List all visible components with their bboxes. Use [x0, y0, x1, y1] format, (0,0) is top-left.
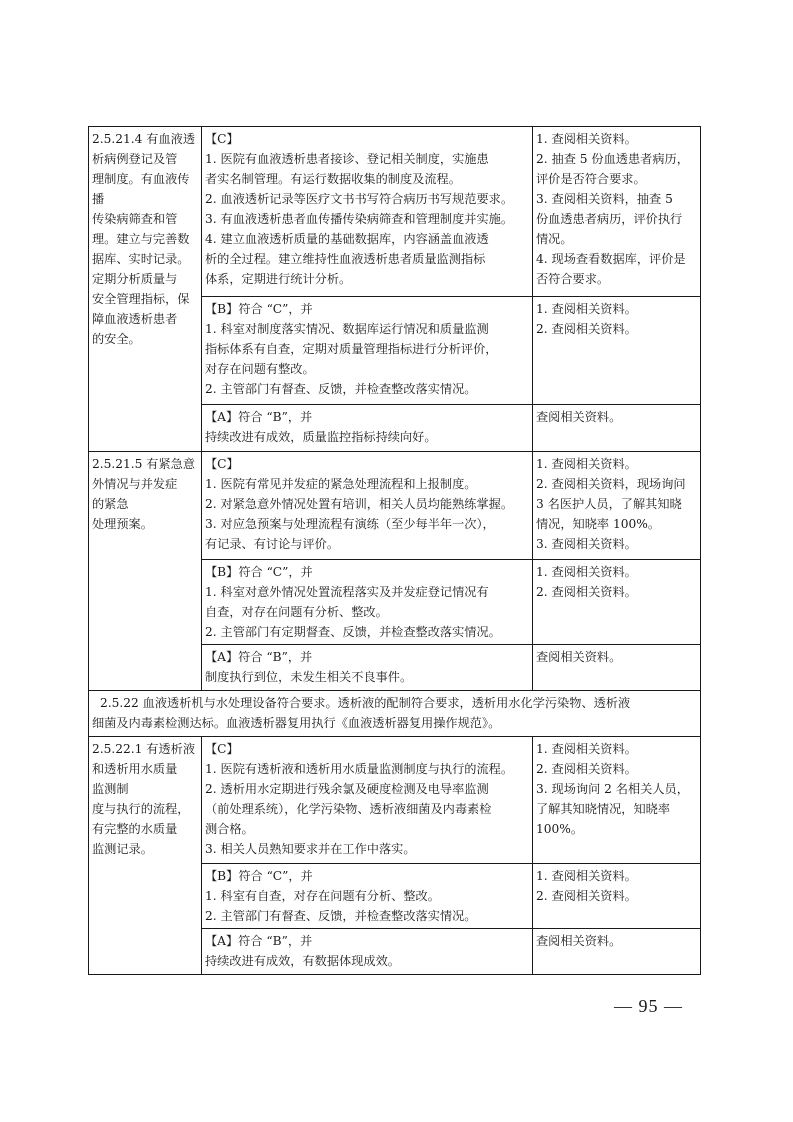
text-line: 有记录、有讨论与评价。 — [205, 537, 340, 551]
text-line: 析病例登记及管 — [92, 152, 178, 166]
text-line: 2. 查阅相关资料。 — [536, 889, 637, 903]
text-line: 安全管理指标，保 — [92, 292, 190, 306]
section-heading-cell — [89, 691, 701, 737]
text-line: 外情况与并发症 — [92, 477, 178, 491]
text-line: 1. 科室有自查，对存在问题有分析、整改。 — [205, 889, 440, 903]
text-line: 持续改进有成效，质量监控指标持续向好。 — [205, 430, 437, 444]
method-c-cell — [533, 127, 701, 297]
text-line: 【A】符合 “B”，并 — [205, 934, 313, 948]
text-line: 份血透患者病历，评价执行 — [536, 212, 683, 226]
text-line: 2. 查阅相关资料，现场询问 — [536, 477, 686, 491]
text-line: 2.5.21.4 有血液透 — [92, 132, 196, 146]
text-line: 有完整的水质量 — [92, 822, 178, 836]
table-row — [89, 737, 701, 864]
text-line: 理。建立与完善数 — [92, 232, 190, 246]
text-line: 传染病筛查和管 — [92, 212, 178, 226]
text-line: 3. 对应急预案与处理流程有演练（至少每半年一次）， — [205, 517, 495, 531]
text-line: 100%。 — [536, 822, 584, 836]
text-line: 测合格。 — [205, 822, 254, 836]
text-line: 监测制 — [92, 782, 129, 796]
text-line: 4. 现场查看数据库，评价是 — [536, 252, 686, 266]
text-line: 的紧急 — [92, 497, 129, 511]
criteria-c-cell — [202, 452, 533, 560]
criteria-a-cell — [202, 405, 533, 452]
text-line: 了解其知晓情况，知晓率 — [536, 802, 671, 816]
table-row — [89, 691, 701, 737]
text-line: 2. 查阅相关资料。 — [536, 762, 637, 776]
method-c-cell — [533, 737, 701, 864]
text-line: 2. 查阅相关资料。 — [536, 585, 637, 599]
text-line: 1. 查阅相关资料。 — [536, 869, 637, 883]
text-line: 度与执行的流程， — [92, 802, 190, 816]
text-line: 1. 查阅相关资料。 — [536, 302, 637, 316]
standards-table — [88, 126, 701, 975]
text-line: 制度执行到位，未发生相关不良事件。 — [205, 670, 413, 684]
page-number: — 95 — — [614, 996, 683, 1016]
text-line: 3 名医护人员，了解其知晓 — [536, 497, 682, 511]
criteria-c-cell — [202, 737, 533, 864]
text-line: 细菌及内毒素检测达标。血液透析器复用执行《血液透析器复用操作规范》。 — [92, 716, 501, 730]
text-line: 2. 抽查 5 份血透患者病历， — [536, 152, 689, 166]
text-line: 【B】符合 “C”，并 — [205, 565, 313, 579]
text-line: 对存在问题有整改。 — [205, 362, 315, 376]
text-line: 【C】 — [205, 457, 239, 471]
text-line: 和透析用水质量 — [92, 762, 178, 776]
text-line: 查阅相关资料。 — [536, 650, 622, 664]
text-line: 2. 对紧急意外情况处置有培训，相关人员均能熟练掌握。 — [205, 497, 514, 511]
text-line: 4. 建立血液透析质量的基础数据库，内容涵盖血液透 — [205, 232, 489, 246]
text-line: 2. 主管部门有定期督查、反馈，并检查整改落实情况。 — [205, 625, 501, 639]
text-line: 否符合要求。 — [536, 272, 610, 286]
text-line: 【B】符合 “C”，并 — [205, 302, 313, 316]
text-line: 1. 科室对意外情况处置流程落实及并发症登记情况有 — [205, 585, 489, 599]
text-line: 据库、实时记录。 — [92, 252, 190, 266]
text-line: 者实名制管理。有运行数据收集的制度及流程。 — [205, 172, 461, 186]
method-a-cell — [533, 929, 701, 975]
text-line: 2. 血液透析记录等医疗文书书写符合病历书写规范要求。 — [205, 192, 514, 206]
text-line: 情况。 — [536, 232, 573, 246]
text-line: 1. 医院有透析液和透析用水质量监测制度与执行的流程。 — [205, 762, 514, 776]
item-cell — [89, 127, 202, 452]
text-line: 处理预案。 — [92, 517, 153, 531]
text-line: 1. 医院有血液透析患者接诊、登记相关制度，实施患 — [205, 152, 489, 166]
text-line: 2.5.21.5 有紧急意 — [92, 457, 196, 471]
method-c-cell — [533, 452, 701, 560]
text-line: 1. 查阅相关资料。 — [536, 457, 637, 471]
method-a-cell — [533, 645, 701, 691]
method-b-cell — [533, 864, 701, 929]
text-line: 1. 查阅相关资料。 — [536, 132, 637, 146]
text-line: 体系，定期进行统计分析。 — [205, 272, 352, 286]
text-line: 查阅相关资料。 — [536, 410, 622, 424]
text-line: 2. 主管部门有督查、反馈，并检查整改落实情况。 — [205, 382, 477, 396]
method-b-cell — [533, 560, 701, 645]
text-line: 指标体系有自查，定期对质量管理指标进行分析评价， — [205, 342, 498, 356]
text-line: 评价是否符合要求。 — [536, 172, 646, 186]
text-line: 2.5.22.1 有透析液 — [92, 742, 196, 756]
criteria-a-cell — [202, 929, 533, 975]
text-line: 2. 查阅相关资料。 — [536, 322, 637, 336]
table-row — [89, 452, 701, 560]
method-b-cell — [533, 297, 701, 405]
text-line: （前处理系统），化学污染物、透析液细菌及内毒素检 — [205, 802, 492, 816]
text-line: 3. 现场询问 2 名相关人员， — [536, 782, 689, 796]
table-row — [89, 127, 701, 297]
text-line: 理制度。有血液传播 — [92, 172, 190, 206]
text-line: 的安全。 — [92, 332, 141, 346]
text-line: 1. 科室对制度落实情况、数据库运行情况和质量监测 — [205, 322, 489, 336]
text-line: 3. 相关人员熟知要求并在工作中落实。 — [205, 842, 416, 856]
text-line: 【A】符合 “B”，并 — [205, 650, 313, 664]
text-line: 【C】 — [205, 742, 239, 756]
criteria-b-cell — [202, 560, 533, 645]
item-cell — [89, 452, 202, 691]
text-line: 2. 透析用水定期进行残余氯及硬度检测及电导率监测 — [205, 782, 489, 796]
text-line: 2.5.22 血液透析机与水处理设备符合要求。透析液的配制符合要求，透析用水化学污染物、透析液 — [100, 696, 631, 710]
criteria-a-cell — [202, 645, 533, 691]
text-line: 【C】 — [205, 132, 239, 146]
text-line: 定期分析质量与 — [92, 272, 178, 286]
text-line: 1. 医院有常见并发症的紧急处理流程和上报制度。 — [205, 477, 477, 491]
text-line: 1. 查阅相关资料。 — [536, 565, 637, 579]
criteria-b-cell — [202, 864, 533, 929]
text-line: 监测记录。 — [92, 842, 153, 856]
text-line: 1. 查阅相关资料。 — [536, 742, 637, 756]
text-line: 查阅相关资料。 — [536, 934, 622, 948]
text-line: 情况，知晓率 100%。 — [536, 517, 661, 531]
item-cell — [89, 737, 202, 975]
text-line: 2. 主管部门有督查、反馈，并检查整改落实情况。 — [205, 909, 477, 923]
text-line: 持续改进有成效，有数据体现成效。 — [205, 954, 400, 968]
text-line: 障血液透析患者 — [92, 312, 178, 326]
text-line: 3. 查阅相关资料，抽查 5 — [536, 192, 673, 206]
text-line: 析的全过程。建立维持性血液透析患者质量监测指标 — [205, 252, 486, 266]
text-line: 【B】符合 “C”，并 — [205, 869, 313, 883]
text-line: 3. 查阅相关资料。 — [536, 537, 637, 551]
text-line: 3. 有血液透析患者血传播传染病筛查和管理制度并实施。 — [205, 212, 514, 226]
method-a-cell — [533, 405, 701, 452]
text-line: 自查，对存在问题有分析、整改。 — [205, 605, 388, 619]
criteria-c-cell — [202, 127, 533, 297]
criteria-b-cell — [202, 297, 533, 405]
text-line: 【A】符合 “B”，并 — [205, 410, 313, 424]
